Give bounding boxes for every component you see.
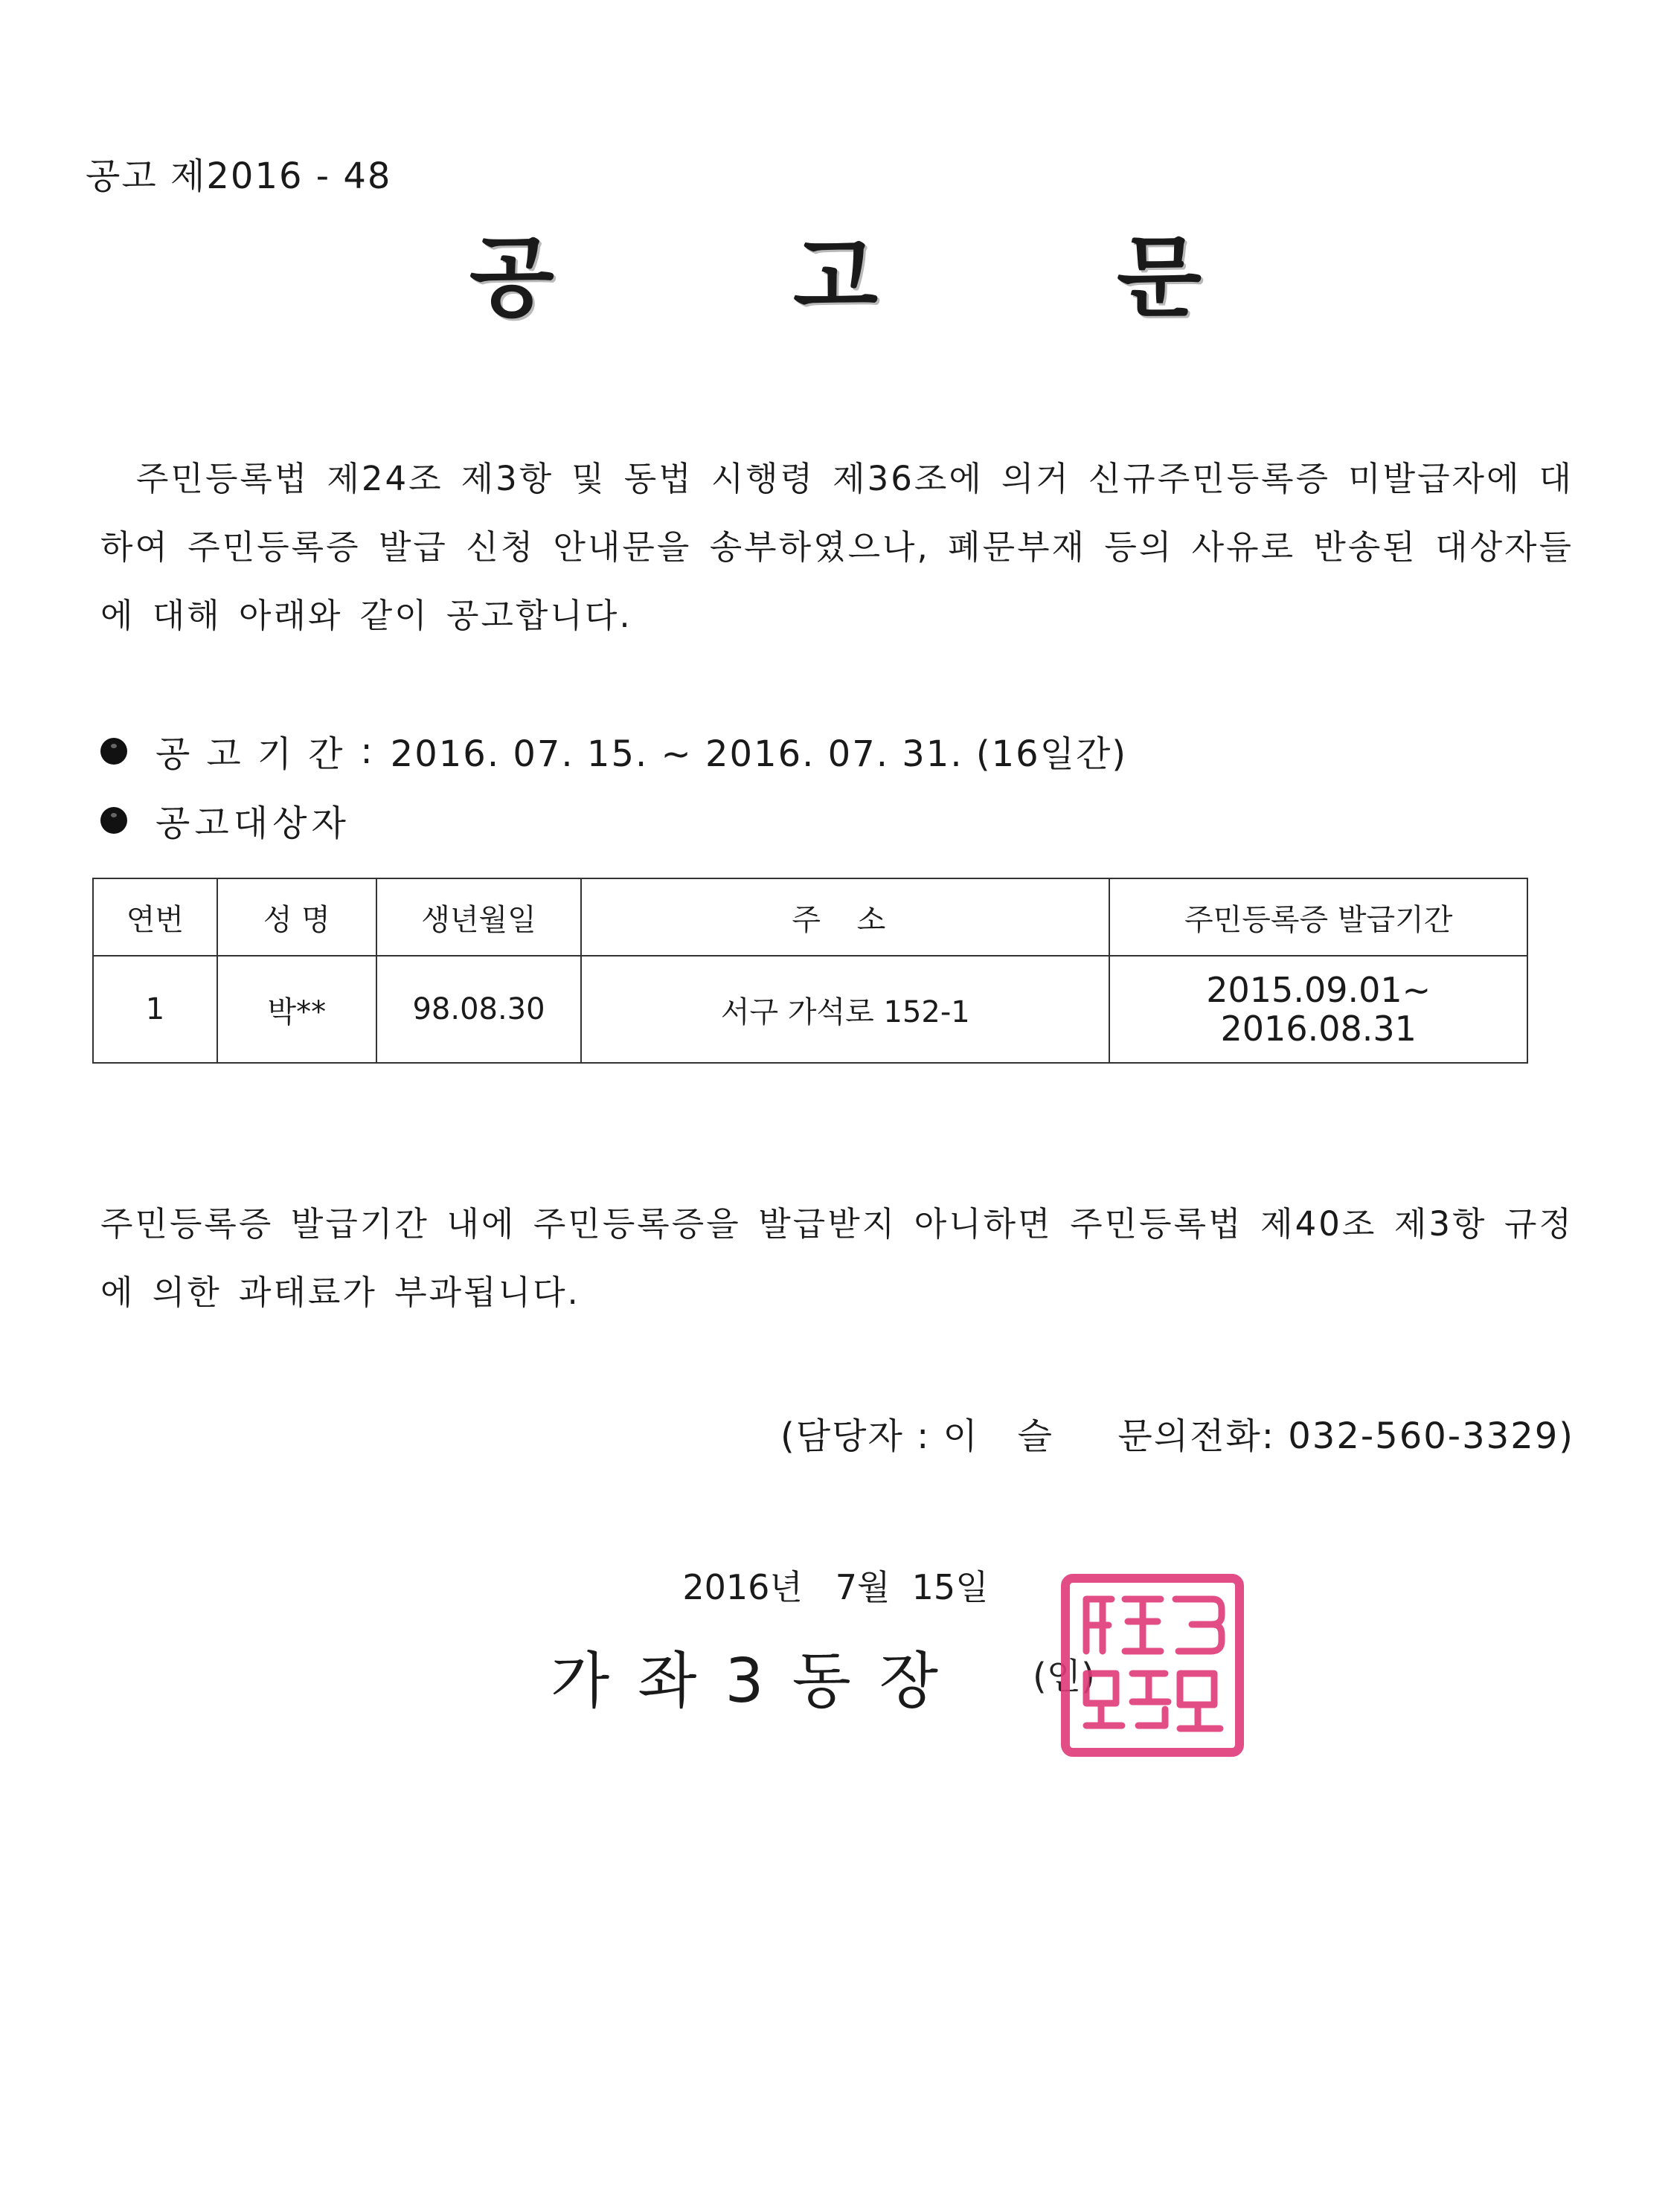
notice-period-value: 2016. 07. 15. ~ 2016. 07. 31. (16일간) bbox=[390, 733, 1128, 775]
notice-period-separator: : bbox=[360, 730, 374, 772]
header-address: 주 소 bbox=[581, 878, 1109, 956]
header-no: 연번 bbox=[93, 878, 217, 956]
header-birth: 생년월일 bbox=[376, 878, 581, 956]
target-table bbox=[92, 878, 1528, 1064]
cell-address: 서구 가석로 152-1 bbox=[581, 956, 1109, 1063]
bullet-icon bbox=[100, 807, 127, 834]
contact-info: (담당자 : 이 슬 문의전화: 032-560-3329) bbox=[780, 1415, 1574, 1457]
intro-paragraph: 주민등록법 제24조 제3항 및 동법 시행령 제36조에 의거 신규주민등록증 미발급자에 대하여 주민등록증 발급 신청 안내문을 송부하였으나, 폐문부재 등의 사유로 반송된 대상자들에 대해 아래와 같이 공고합니다. bbox=[100, 459, 1574, 635]
targets-label: 공고대상자 bbox=[155, 803, 350, 844]
bullet-icon bbox=[100, 738, 127, 765]
seal-mark: (인) bbox=[1033, 1656, 1095, 1697]
cell-name: 박** bbox=[217, 956, 376, 1063]
issuer-name: 가좌3동장 bbox=[551, 1646, 967, 1717]
table-header-row bbox=[93, 878, 1527, 956]
notice-period-line bbox=[100, 725, 1127, 777]
cell-period bbox=[1109, 956, 1527, 1063]
table-row bbox=[93, 956, 1527, 1063]
cell-no: 1 bbox=[93, 956, 217, 1063]
cell-birth: 98.08.30 bbox=[376, 956, 581, 1063]
cell-period-start: 2015.09.01~ bbox=[1206, 970, 1431, 1010]
targets-line bbox=[100, 794, 350, 846]
notice-period-label: 공고기간 bbox=[155, 733, 359, 775]
issue-date: 2016년 7월 15일 bbox=[682, 1567, 989, 1607]
penalty-paragraph: 주민등록증 발급기간 내에 주민등록증을 발급받지 아니하면 주민등록법 제40조 제3항 규정에 의한 과태료가 부과됩니다. bbox=[100, 1204, 1574, 1312]
header-period: 주민등록증 발급기간 bbox=[1109, 878, 1527, 956]
document-title: 공 고 문 bbox=[469, 226, 1306, 329]
header-name: 성 명 bbox=[217, 878, 376, 956]
notice-number: 공고 제2016 - 48 bbox=[86, 155, 392, 197]
official-seal-icon bbox=[1056, 1569, 1248, 1761]
cell-period-end: 2016.08.31 bbox=[1220, 1009, 1417, 1049]
